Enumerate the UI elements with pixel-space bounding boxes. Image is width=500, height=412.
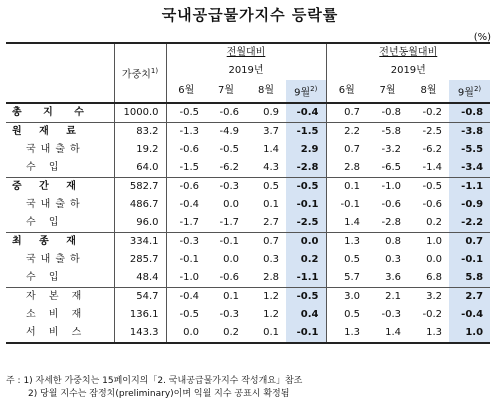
mom-cell: 0.5 xyxy=(246,178,286,197)
mom-cell: -0.6 xyxy=(206,103,246,123)
mom-cell: 0.1 xyxy=(206,288,246,307)
weight-cell: 96.0 xyxy=(114,214,166,233)
row-label: 원 재 료 xyxy=(6,123,114,142)
unit-label: (%) xyxy=(473,32,491,43)
table-row xyxy=(6,306,490,324)
mom-cell: -0.3 xyxy=(206,178,246,197)
table-row xyxy=(6,214,490,233)
mom-cell: -0.5 xyxy=(179,309,199,321)
mom-cell: 0.0 xyxy=(223,254,239,266)
yoy-cell: -0.6 xyxy=(422,199,443,211)
mom-cell: -4.9 xyxy=(206,123,246,142)
yoy-cell: -0.2 xyxy=(408,103,449,123)
mom-cell: -0.1 xyxy=(179,254,199,266)
weight-cell: 1000.0 xyxy=(114,103,166,123)
mom-cell: -1.5 xyxy=(286,123,326,142)
mom-cell: -0.4 xyxy=(166,288,206,307)
mom-cell: -0.6 xyxy=(219,272,239,284)
yoy-cell: -2.5 xyxy=(408,123,449,142)
table-row xyxy=(6,288,490,307)
row-label: 수 입 xyxy=(6,214,114,233)
mom-cell: 2.7 xyxy=(263,217,279,229)
yoy-month-1: 7월 xyxy=(379,85,396,97)
yoy-cell: -0.4 xyxy=(449,306,490,324)
mom-cell: 2.9 xyxy=(286,141,326,159)
table-row xyxy=(6,269,490,288)
weight-cell: 143.3 xyxy=(114,324,166,343)
yoy-cell: -0.1 xyxy=(340,199,361,211)
row-label: 서 비 스 xyxy=(6,324,114,343)
yoy-cell: 2.7 xyxy=(449,288,490,307)
mom-cell: 3.7 xyxy=(246,123,286,142)
weight-cell: 285.7 xyxy=(114,251,166,269)
yoy-cell: -0.2 xyxy=(422,309,443,321)
weight-cell: 334.1 xyxy=(114,233,166,252)
weight-cell: 486.7 xyxy=(114,196,166,214)
yoy-cell: 0.7 xyxy=(326,103,367,123)
mom-cell: 1.2 xyxy=(246,288,286,307)
yoy-cell: 2.8 xyxy=(344,162,361,174)
mom-cell: -1.1 xyxy=(286,269,326,288)
mom-cell: -0.1 xyxy=(286,324,326,343)
row-label: 자 본 재 xyxy=(6,288,114,307)
mom-cell: 0.0 xyxy=(223,199,239,211)
yoy-month-2: 8월 xyxy=(420,85,437,97)
mom-cell: -2.5 xyxy=(286,214,326,233)
mom-cell: -0.5 xyxy=(219,144,239,156)
mom-cell: 0.9 xyxy=(246,103,286,123)
yoy-cell: 1.4 xyxy=(344,217,361,229)
mom-cell: -0.5 xyxy=(286,178,326,197)
mom-cell: -2.8 xyxy=(286,159,326,178)
yoy-cell: 3.6 xyxy=(385,272,402,284)
yoy-cell: 0.7 xyxy=(449,233,490,252)
yoy-cell: 0.0 xyxy=(426,254,443,266)
mom-header: 전월대비 xyxy=(166,43,326,62)
row-label: 수 입 xyxy=(6,159,114,178)
table-row xyxy=(6,324,490,343)
yoy-cell: -5.5 xyxy=(449,141,490,159)
row-label: 소 비 재 xyxy=(6,306,114,324)
yoy-cell: -0.5 xyxy=(408,178,449,197)
weight-cell: 48.4 xyxy=(114,269,166,288)
yoy-cell: 0.5 xyxy=(344,309,361,321)
yoy-cell: 0.1 xyxy=(326,178,367,197)
yoy-header: 전년동월대비 xyxy=(326,43,490,62)
yoy-cell: 2.2 xyxy=(326,123,367,142)
mom-cell: -0.1 xyxy=(286,196,326,214)
corner-cell xyxy=(6,43,114,103)
row-label: 수 입 xyxy=(6,269,114,288)
table-row xyxy=(6,251,490,269)
mom-cell: -0.1 xyxy=(206,233,246,252)
yoy-cell: 0.7 xyxy=(344,144,361,156)
yoy-cell: -0.9 xyxy=(449,196,490,214)
mom-year: 2019년 xyxy=(166,62,326,80)
footnotes xyxy=(6,375,302,401)
mom-month-0: 6월 xyxy=(178,85,195,97)
mom-cell: 1.2 xyxy=(263,309,279,321)
mom-cell: 0.2 xyxy=(206,324,246,343)
weight-cell: 64.0 xyxy=(114,159,166,178)
weight-cell: 582.7 xyxy=(114,178,166,197)
yoy-cell: -3.8 xyxy=(449,123,490,142)
table-row xyxy=(6,123,490,142)
yoy-cell: 0.2 xyxy=(426,217,443,229)
mom-cell: 1.4 xyxy=(263,144,279,156)
mom-cell: -0.5 xyxy=(286,288,326,307)
mom-cell: 0.0 xyxy=(166,324,206,343)
table-row xyxy=(6,159,490,178)
yoy-cell: -6.5 xyxy=(381,162,402,174)
yoy-cell: 5.8 xyxy=(449,269,490,288)
yoy-cell: 0.3 xyxy=(385,254,402,266)
mom-month-3: 9월$^{2)}$ xyxy=(286,80,326,103)
yoy-cell: 0.5 xyxy=(344,254,361,266)
yoy-year: 2019년 xyxy=(390,65,426,76)
mom-cell: 0.3 xyxy=(263,254,279,266)
yoy-cell: 2.1 xyxy=(367,288,408,307)
yoy-cell: 1.3 xyxy=(408,324,449,343)
yoy-cell: 6.8 xyxy=(426,272,443,284)
weight-cell: 54.7 xyxy=(114,288,166,307)
footnote-1: 주 : 1) 자세한 가중치는 15페이지의「2. 국내공급물가지수 작성개요」참조 xyxy=(6,376,303,386)
mom-cell: -0.6 xyxy=(166,178,206,197)
mom-cell: -1.0 xyxy=(179,272,199,284)
yoy-cell: 1.3 xyxy=(326,324,367,343)
row-label: 국내출하 xyxy=(6,141,114,159)
yoy-cell: -3.2 xyxy=(381,144,402,156)
yoy-month-3: 9월$^{2)}$ xyxy=(449,80,490,103)
yoy-cell: 0.8 xyxy=(367,233,408,252)
mom-cell: 2.8 xyxy=(263,272,279,284)
yoy-cell: -6.2 xyxy=(422,144,443,156)
footnote-2: 2) 당월 지수는 잠정치(preliminary)이며 익월 지수 공표시 확정됨 xyxy=(28,389,290,399)
weight-cell: 19.2 xyxy=(114,141,166,159)
row-label: 중 간 재 xyxy=(6,178,114,197)
mom-cell: -0.5 xyxy=(166,103,206,123)
table-row xyxy=(6,141,490,159)
row-label: 국내출하 xyxy=(6,196,114,214)
yoy-cell: -2.2 xyxy=(449,214,490,233)
yoy-cell: 5.7 xyxy=(344,272,361,284)
mom-cell: -1.5 xyxy=(179,162,199,174)
yoy-cell: -0.1 xyxy=(449,251,490,269)
mom-cell: 0.0 xyxy=(286,233,326,252)
yoy-cell: -1.0 xyxy=(367,178,408,197)
row-label: 최 종 재 xyxy=(6,233,114,252)
yoy-cell: -3.4 xyxy=(449,159,490,178)
page-title: 국내공급물가지수 등락률 xyxy=(161,6,339,24)
row-label: 국내출하 xyxy=(6,251,114,269)
table-row xyxy=(6,103,490,123)
weight-cell: 83.2 xyxy=(114,123,166,142)
yoy-cell: -1.4 xyxy=(422,162,443,174)
yoy-cell: -0.6 xyxy=(381,199,402,211)
row-label: 총 지 수 xyxy=(6,103,114,123)
yoy-cell: -0.3 xyxy=(381,309,402,321)
mom-cell: -0.3 xyxy=(219,309,239,321)
mom-cell: -1.3 xyxy=(166,123,206,142)
yoy-cell: 3.0 xyxy=(326,288,367,307)
mom-cell: -0.3 xyxy=(166,233,206,252)
mom-cell: 0.4 xyxy=(286,306,326,324)
yoy-cell: 3.2 xyxy=(408,288,449,307)
table-row xyxy=(6,196,490,214)
table-row xyxy=(6,178,490,197)
mom-cell: -1.7 xyxy=(219,217,239,229)
mom-month-1: 7월 xyxy=(217,85,235,97)
mom-cell: -0.4 xyxy=(179,199,199,211)
mom-cell: 0.1 xyxy=(246,324,286,343)
mom-cell: 0.2 xyxy=(286,251,326,269)
yoy-cell: 1.4 xyxy=(367,324,408,343)
index-change-table xyxy=(6,42,490,344)
mom-cell: 0.1 xyxy=(263,199,279,211)
mom-cell: -6.2 xyxy=(219,162,239,174)
yoy-cell: -1.1 xyxy=(449,178,490,197)
mom-cell: 0.7 xyxy=(246,233,286,252)
yoy-cell: -5.8 xyxy=(367,123,408,142)
yoy-cell: 1.3 xyxy=(326,233,367,252)
yoy-cell: -0.8 xyxy=(449,103,490,123)
mom-cell: -0.4 xyxy=(286,103,326,123)
yoy-cell: -0.8 xyxy=(367,103,408,123)
yoy-month-0: 6월 xyxy=(338,85,355,97)
yoy-cell: -2.8 xyxy=(381,217,402,229)
yoy-cell: 1.0 xyxy=(408,233,449,252)
mom-cell: -1.7 xyxy=(179,217,199,229)
mom-month-2: 8월 xyxy=(257,85,275,97)
yoy-cell: 1.0 xyxy=(449,324,490,343)
weight-cell: 136.1 xyxy=(114,306,166,324)
table-row xyxy=(6,233,490,252)
mom-cell: 4.3 xyxy=(263,162,279,174)
mom-cell: -0.6 xyxy=(179,144,199,156)
weight-header: 가중치$^{1)}$ xyxy=(114,43,166,103)
